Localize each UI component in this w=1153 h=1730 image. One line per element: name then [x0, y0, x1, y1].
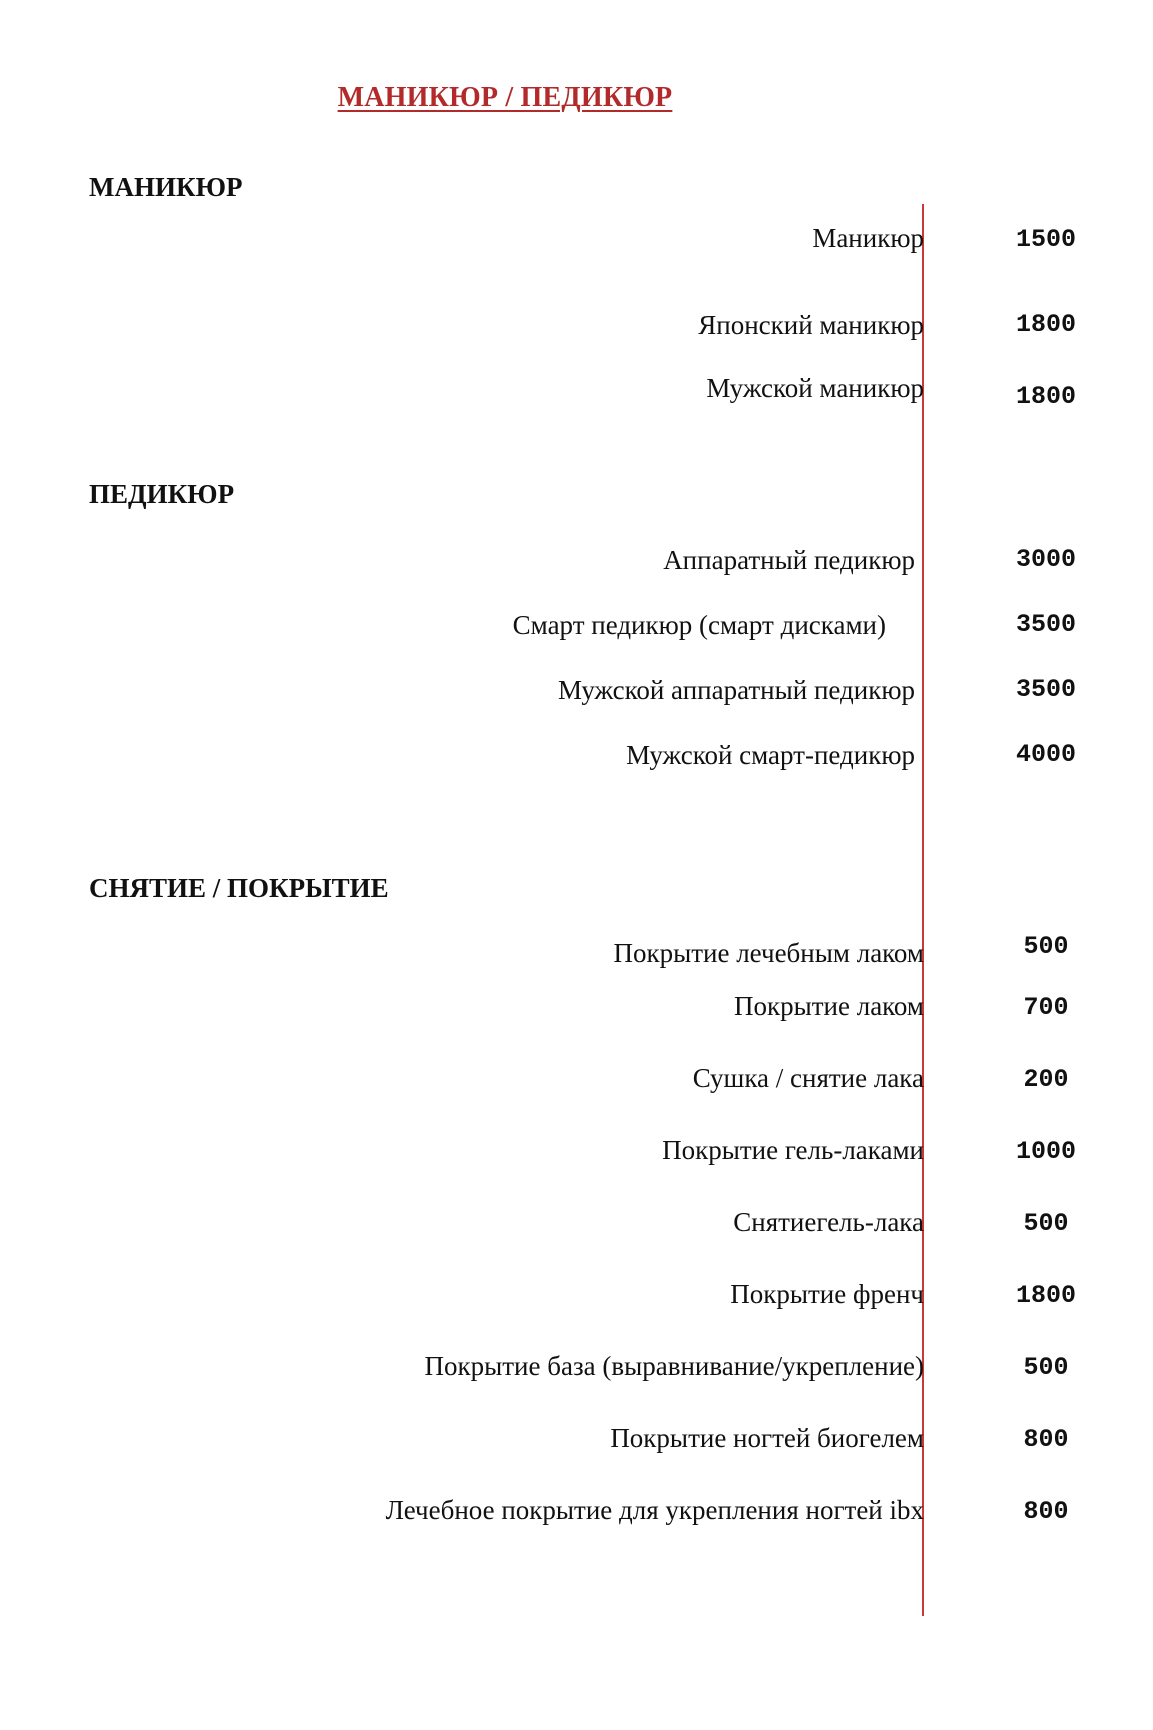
section-heading-pedicure: ПЕДИКЮР	[89, 479, 235, 509]
section-heading-manicure: МАНИКЮР	[89, 172, 243, 202]
service-price: 700	[1023, 993, 1069, 1022]
service-price: 3000	[1015, 545, 1076, 574]
service-name: Лечебное покрытие для укрепления ногтей ibx	[385, 1495, 924, 1525]
service-price: 1800	[1015, 310, 1076, 339]
service-name: Сушка / снятие лака	[692, 1063, 924, 1093]
service-name: Маникюр	[812, 223, 924, 253]
service-price: 200	[1023, 1065, 1069, 1094]
section-heading-removal-coating: СНЯТИЕ / ПОКРЫТИЕ	[89, 873, 389, 903]
service-price: 500	[1023, 1353, 1069, 1382]
service-name: Аппаратный педикюр	[663, 545, 915, 575]
service-price: 1800	[1015, 1281, 1076, 1310]
service-price: 4000	[1015, 740, 1076, 769]
service-name: Снятиегель-лака	[733, 1207, 924, 1237]
service-price: 800	[1023, 1497, 1069, 1526]
service-price: 1000	[1015, 1137, 1076, 1166]
service-name: Японский маникюр	[698, 310, 924, 340]
service-name: Смарт педикюр (смарт дисками)	[512, 610, 886, 640]
service-name: Покрытие база (выравнивание/укрепление)	[424, 1351, 924, 1381]
service-name: Покрытие гель-лаками	[662, 1135, 924, 1165]
service-name: Покрытие лаком	[733, 991, 924, 1021]
service-price: 3500	[1015, 610, 1076, 639]
service-name: Мужской аппаратный педикюр	[557, 675, 915, 705]
service-price: 800	[1023, 1425, 1069, 1454]
service-price: 500	[1023, 1209, 1069, 1238]
service-name: Мужской маникюр	[706, 373, 924, 403]
service-price: 500	[1023, 932, 1069, 961]
service-price: 3500	[1015, 675, 1076, 704]
service-name: Мужской смарт-педикюр	[626, 740, 915, 770]
service-price: 1800	[1015, 382, 1076, 411]
price-divider-line	[922, 204, 924, 1616]
service-price: 1500	[1015, 225, 1076, 254]
service-name: Покрытие френч	[730, 1279, 924, 1309]
page-title: МАНИКЮР / ПЕДИКЮР	[337, 82, 673, 113]
service-name: Покрытие ногтей биогелем	[610, 1423, 924, 1453]
service-name: Покрытие лечебным лаком	[613, 938, 924, 968]
